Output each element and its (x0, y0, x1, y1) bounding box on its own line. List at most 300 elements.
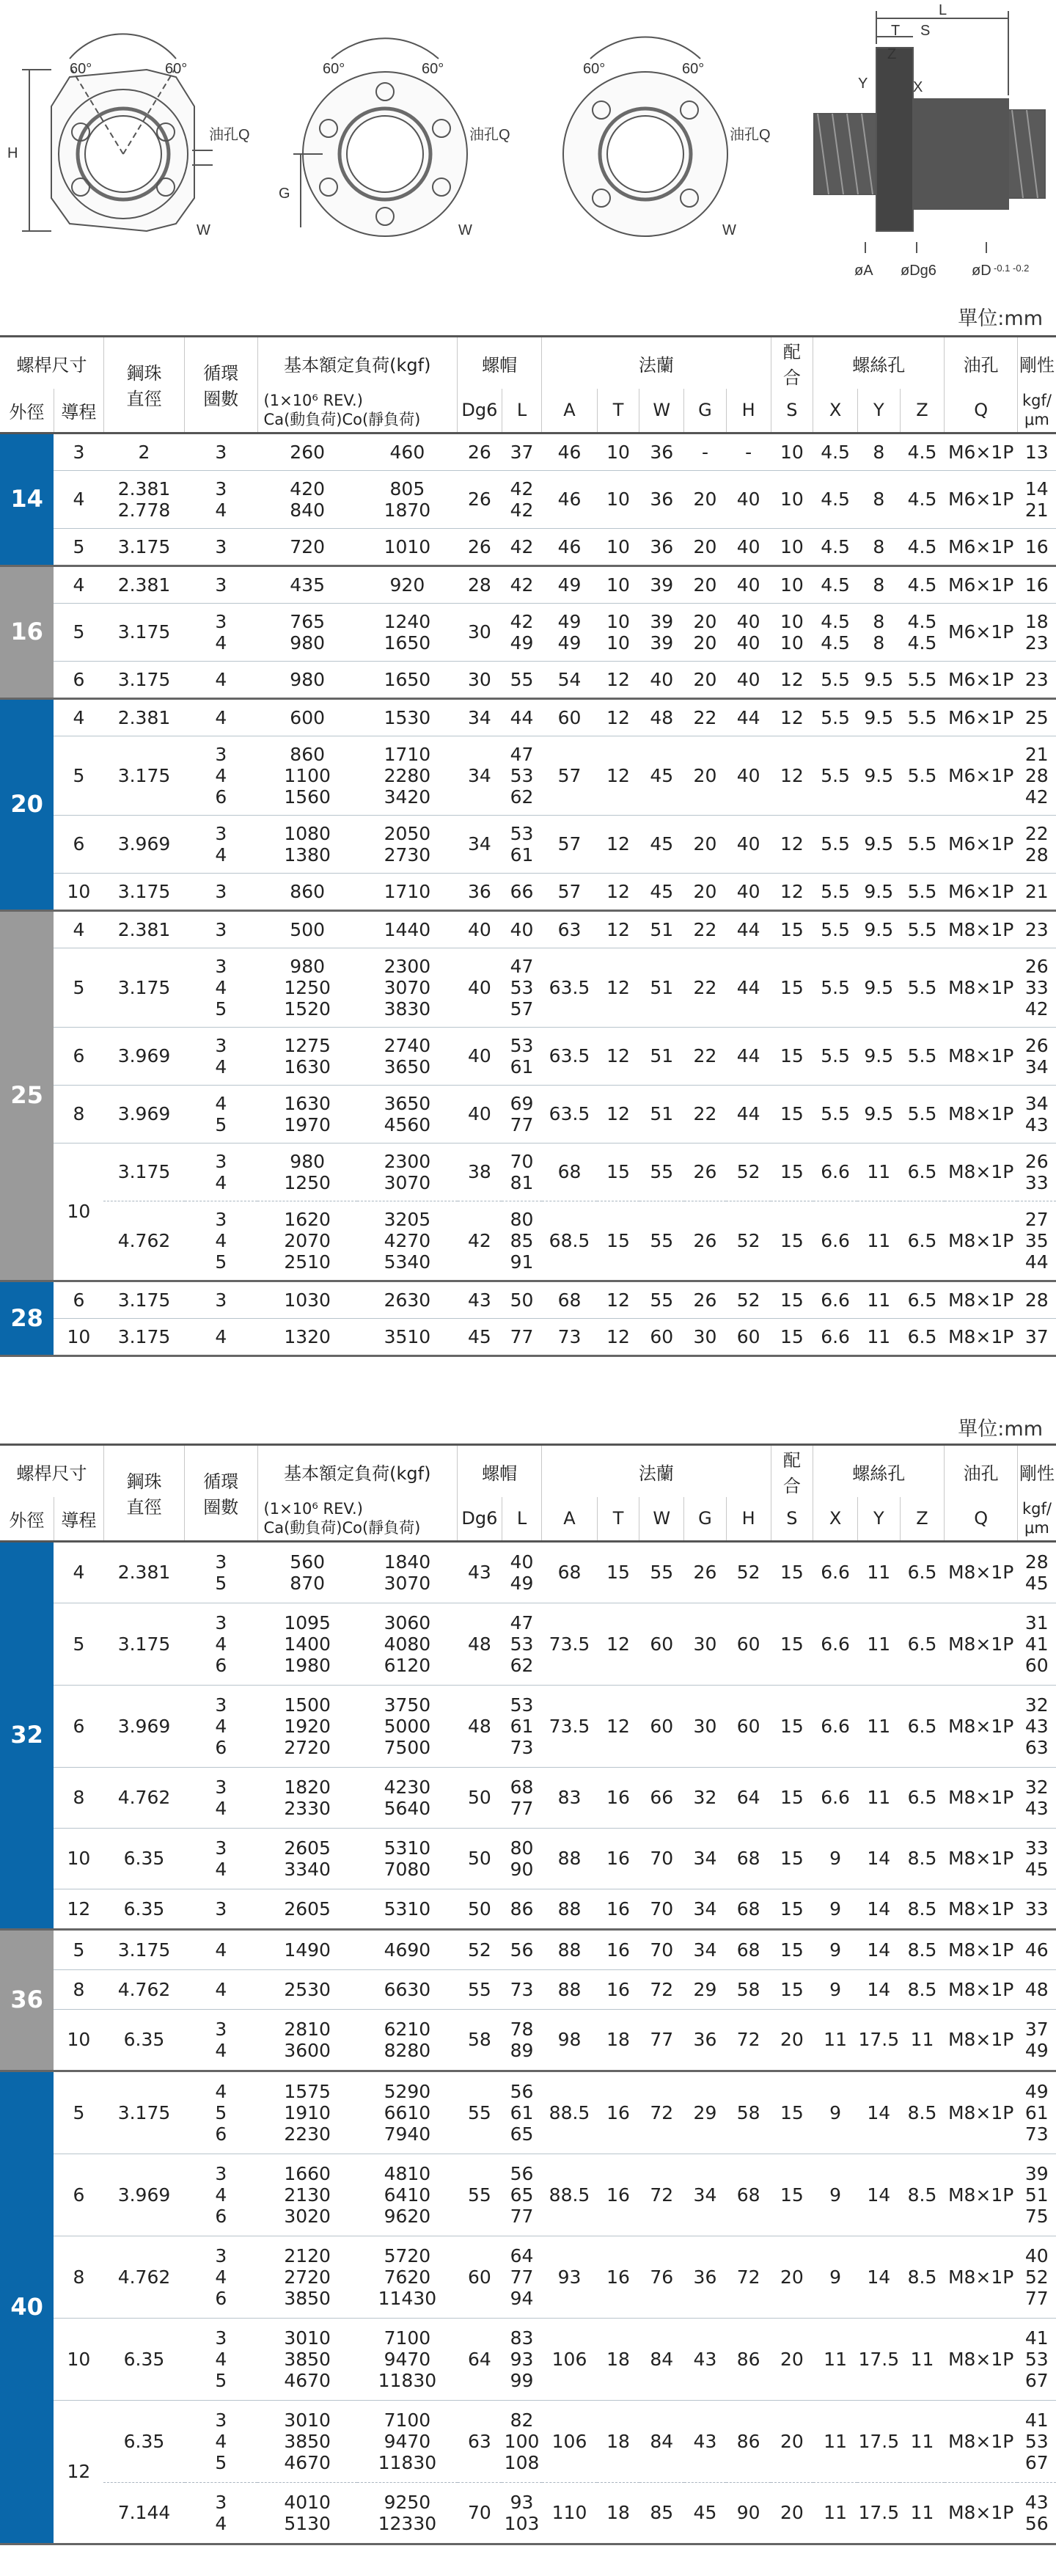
flange-w-cell: 55 (650, 1229, 674, 1251)
oil-q-cell: M8×1P (947, 1939, 1014, 1961)
dg6-cell: 28 (468, 574, 491, 596)
spec-table-1 (0, 335, 1056, 1357)
bolt-z-cell: 6.5 (907, 1787, 937, 1808)
bolt-y-cell: 14 (867, 1848, 891, 1869)
flange-h-cell: 68 (736, 1898, 760, 1920)
lead-cell: 12 (67, 1898, 91, 1920)
fit-s-cell: 12 (780, 880, 804, 902)
bolt-x-cell: 6.6 (821, 1229, 850, 1251)
bolt-y-cell: 8 (873, 574, 885, 596)
fit-s-cell: 15 (780, 1787, 804, 1808)
co-cell: 4810 6410 9620 (384, 2162, 431, 2227)
flange-w-cell: 39 39 (650, 610, 674, 654)
flange-a-cell: 57 (557, 764, 582, 786)
angle-label: 60° (323, 61, 345, 77)
bolt-z-cell: 8.5 (907, 2184, 937, 2206)
dg6-cell: 48 (468, 1715, 491, 1737)
flange-g-cell: 45 (693, 2502, 717, 2523)
oil-hole-label: 油孔Q (469, 127, 510, 143)
table-row (0, 698, 1056, 736)
bolt-x-cell: 5.5 (821, 880, 850, 902)
fit-s-cell: 15 (780, 1161, 804, 1182)
bolt-x-cell: 9 (829, 1939, 842, 1961)
stiffness-cell: 14 21 (1024, 477, 1049, 521)
ball-dia-cell: 3.175 (117, 2101, 171, 2123)
header-dg6: Dg6 (458, 1497, 502, 1541)
dg6-cell: 63 (468, 2430, 491, 2452)
lead-cell: 5 (73, 764, 85, 786)
nut-length-cell: 77 (510, 1325, 534, 1347)
flange-t-cell: 16 (606, 2266, 630, 2288)
oil-q-cell: M8×1P (947, 1161, 1014, 1182)
bolt-x-cell: 5.5 (821, 1045, 850, 1066)
header-y: Y (857, 1497, 900, 1541)
turns-cell: 3 4 (215, 2491, 227, 2534)
nut-side-view (814, 11, 1045, 253)
header-l: L (502, 1497, 541, 1541)
flange-h-cell: 64 (736, 1787, 760, 1808)
fit-s-cell: 15 (780, 1939, 804, 1961)
table-row (0, 2318, 1056, 2400)
stiffness-cell: 27 35 44 (1024, 1208, 1049, 1273)
co-cell: 1440 (384, 918, 431, 940)
flange-g-cell: 20 (693, 574, 717, 596)
bolt-x-cell: 6.6 (821, 1633, 850, 1655)
ca-cell: 2605 (284, 1898, 331, 1920)
co-cell: 2300 3070 (384, 1150, 431, 1193)
dg6-cell: 55 (468, 2101, 491, 2123)
flange-g-cell: 29 (693, 1978, 717, 2000)
flange-a-cell: 110 (551, 2502, 587, 2523)
oil-hole-label: 油孔Q (209, 127, 250, 143)
turns-cell: 3 4 (215, 1034, 227, 1077)
co-cell: 6210 8280 (384, 2018, 431, 2061)
flange-w-cell: 66 (650, 1787, 674, 1808)
flange-w-cell: 77 (650, 2029, 674, 2050)
outer-diameter-cell: 32 (0, 1541, 54, 1929)
header-fit: 配 合 (771, 337, 813, 389)
nut-length-cell: 83 93 99 (510, 2327, 534, 2391)
fit-s-cell: 15 (780, 1325, 804, 1347)
table-row (0, 2236, 1056, 2318)
nut-length-cell: 56 65 77 (510, 2162, 534, 2227)
nut-length-cell: 42 49 (510, 610, 534, 654)
angle-label: 60° (422, 61, 444, 77)
flange-a-cell: 106 (551, 2348, 587, 2370)
flange-t-cell: 12 (606, 706, 630, 728)
flange-w-cell: 55 (650, 1161, 674, 1182)
flange-g-cell: 30 (693, 1325, 717, 1347)
co-cell: 1710 2280 3420 (384, 743, 431, 808)
flange-h-cell: 86 (736, 2430, 760, 2452)
bolt-y-cell: 9.5 (864, 880, 894, 902)
bolt-x-cell: 5.5 (821, 1103, 850, 1124)
bolt-y-cell: 9.5 (864, 1103, 894, 1124)
turns-cell: 3 (215, 441, 227, 463)
ca-cell: 2530 (284, 1978, 331, 2000)
ball-dia-cell: 2.381 (117, 574, 171, 596)
ball-dia-cell: 3.175 (117, 621, 171, 643)
dg6-cell: 60 (468, 2266, 491, 2288)
flange-h-cell: 44 (736, 1103, 760, 1124)
header-flange: 法蘭 (542, 1445, 771, 1498)
turns-cell: 3 4 (215, 822, 227, 866)
flange-t-cell: 15 (606, 1562, 630, 1583)
dg6-cell: 48 (468, 1633, 491, 1655)
ball-dia-cell: 2.381 (117, 1562, 171, 1583)
stiffness-cell: 22 28 (1024, 822, 1049, 866)
lead-cell: 8 (73, 1103, 85, 1124)
ca-cell: 600 (290, 706, 326, 728)
ca-cell: 1500 1920 2720 (284, 1694, 331, 1758)
bolt-x-cell: 9 (829, 1898, 842, 1920)
flange-h-cell: 72 (736, 2029, 760, 2050)
oil-q-cell: M6×1P (947, 574, 1014, 596)
turns-cell: 4 (215, 668, 227, 690)
angle-label: 60° (165, 61, 188, 77)
flange-t-cell: 10 (606, 535, 630, 557)
nut-length-cell: 44 (510, 706, 534, 728)
co-cell: 6630 (384, 1978, 431, 2000)
table-row (0, 1541, 1056, 1603)
header-g: G (684, 1497, 727, 1541)
oil-q-cell: M6×1P (947, 668, 1014, 690)
oil-q-cell: M8×1P (947, 1848, 1014, 1869)
nut-length-cell: 42 (510, 535, 534, 557)
lead-cell: 4 (73, 918, 85, 940)
flange-h-cell: 90 (736, 2502, 760, 2523)
flange-t-cell: 16 (606, 2184, 630, 2206)
bolt-y-cell: 14 (867, 1978, 891, 2000)
nut-length-cell: 69 77 (510, 1092, 534, 1135)
ca-cell: 1320 (284, 1325, 331, 1347)
header-ca-co: (1×10⁶ REV.) Ca(動負荷)Co(靜負荷) (257, 1497, 457, 1541)
nut-length-cell: 93 103 (504, 2491, 540, 2534)
bolt-y-cell: 11 (867, 1562, 891, 1583)
fit-s-cell: 15 (780, 1898, 804, 1920)
ca-cell: 1275 1630 (284, 1034, 331, 1077)
flange-w-cell: 85 (650, 2502, 674, 2523)
nut-length-cell: 80 90 (510, 1837, 534, 1880)
lead-cell: 6 (73, 1045, 85, 1066)
header-stiff-unit: kgf/ μm (1022, 392, 1052, 429)
bolt-y-cell: 14 (867, 1939, 891, 1961)
flange-w-cell: 36 (650, 535, 674, 557)
nut-length-cell: 66 (510, 880, 534, 902)
flange-g-cell: 20 (693, 489, 717, 510)
bolt-x-cell: 4.5 (821, 535, 850, 557)
flange-diagram (0, 0, 1056, 293)
header-fit: 配 合 (771, 1445, 813, 1498)
oil-q-cell: M8×1P (947, 2029, 1014, 2050)
ball-dia-cell: 7.144 (117, 2502, 171, 2523)
bolt-x-cell: 11 (824, 2502, 847, 2523)
table-row (0, 1929, 1056, 1969)
bolt-y-cell: 11 (867, 1787, 891, 1808)
ca-cell: 260 (290, 441, 326, 463)
flange-a-cell: 88.5 (549, 2184, 590, 2206)
table-row (0, 910, 1056, 948)
lead-cell: 10 (67, 2348, 91, 2370)
nut-length-cell: 53 61 73 (510, 1694, 534, 1758)
stiffness-cell: 37 (1024, 1325, 1049, 1347)
flange-g-cell: 20 (693, 880, 717, 902)
stiffness-cell: 31 41 60 (1024, 1611, 1049, 1676)
ball-dia-cell: 4.762 (117, 1229, 171, 1251)
flange-h-cell: 40 (736, 535, 760, 557)
flange-t-cell: 10 (606, 441, 630, 463)
header-screw-size: 螺桿尺寸 (0, 1445, 103, 1498)
oil-q-cell: M8×1P (947, 2101, 1014, 2123)
turns-cell: 3 (215, 574, 227, 596)
bolt-z-cell: 11 (910, 2430, 934, 2452)
flange-a-cell: 73.5 (549, 1633, 590, 1655)
lead-cell: 12 (67, 2461, 91, 2482)
fit-s-cell: 15 (780, 1289, 804, 1311)
bolt-z-cell: 6.5 (907, 1633, 937, 1655)
outer-diameter-cell: 20 (0, 698, 54, 910)
flange-h-cell: 52 (736, 1229, 760, 1251)
bolt-z-cell: 6.5 (907, 1325, 937, 1347)
ca-cell: 1660 2130 3020 (284, 2162, 331, 2227)
bolt-z-cell: 4.5 4.5 (907, 610, 937, 654)
co-cell: 3510 (384, 1325, 431, 1347)
dim-D-tolerance: -0.1 -0.2 (994, 263, 1030, 274)
table-row (0, 566, 1056, 603)
bolt-y-cell: 9.5 (864, 976, 894, 998)
fit-s-cell: 10 (780, 574, 804, 596)
bolt-z-cell: 11 (910, 2348, 934, 2370)
bolt-x-cell: 6.6 (821, 1787, 850, 1808)
bolt-y-cell: 11 (867, 1325, 891, 1347)
bolt-z-cell: 8.5 (907, 1939, 937, 1961)
header-stiff-unit: kgf/ μm (1022, 1500, 1052, 1537)
oil-q-cell: M8×1P (947, 1325, 1014, 1347)
bolt-x-cell: 4.5 (821, 574, 850, 596)
flange-t-cell: 12 (606, 1715, 630, 1737)
flange-g-cell: 34 (693, 1848, 717, 1869)
angle-label: 60° (682, 61, 705, 77)
flange-g-cell: 26 (693, 1161, 717, 1182)
nut-length-cell: 82 100 108 (504, 2409, 540, 2473)
nut-length-cell: 56 61 65 (510, 2080, 534, 2145)
flange-w-cell: 40 (650, 668, 674, 690)
turns-cell: 3 4 5 (215, 2327, 227, 2391)
bolt-x-cell: 9 (829, 2184, 842, 2206)
flange-h-cell: 68 (736, 2184, 760, 2206)
header-lead: 導程 (54, 389, 103, 433)
lead-cell: 5 (73, 621, 85, 643)
flange-a-cell: 46 (557, 535, 582, 557)
nut-length-cell: 42 42 (510, 477, 534, 521)
flange-a-cell: 73 (557, 1325, 582, 1347)
oil-q-cell: M8×1P (947, 1289, 1014, 1311)
dg6-cell: 40 (468, 1103, 491, 1124)
bolt-y-cell: 14 (867, 1898, 891, 1920)
flange-h-cell: 68 (736, 1939, 760, 1961)
header-od: 外徑 (0, 389, 54, 433)
header-ca-co: (1×10⁶ REV.) Ca(動負荷)Co(靜負荷) (257, 389, 457, 433)
bolt-y-cell: 9.5 (864, 668, 894, 690)
nut-length-cell: 78 89 (510, 2018, 534, 2061)
flange-h-cell: 68 (736, 1848, 760, 1869)
ca-cell: 860 1100 1560 (284, 743, 331, 808)
flange-a-cell: 98 (557, 2029, 582, 2050)
turns-cell: 3 4 (215, 477, 227, 521)
nut-length-cell: 47 53 62 (510, 743, 534, 808)
flange-a-cell: 49 (557, 574, 582, 596)
co-cell: 1650 (384, 668, 431, 690)
ball-dia-cell: 2.381 (117, 706, 171, 728)
flange-w-cell: 72 (650, 2101, 674, 2123)
fit-s-cell: 15 (780, 1045, 804, 1066)
stiffness-cell: 28 (1024, 1289, 1049, 1311)
dg6-cell: 40 (468, 976, 491, 998)
header-nut: 螺帽 (458, 337, 542, 389)
turns-cell: 4 (215, 1325, 227, 1347)
co-cell: 920 (389, 574, 425, 596)
dg6-cell: 34 (468, 706, 491, 728)
stiffness-cell: 18 23 (1024, 610, 1049, 654)
bolt-z-cell: 8.5 (907, 1898, 937, 1920)
bolt-y-cell: 8 8 (873, 610, 885, 654)
stiffness-cell: 13 (1024, 441, 1049, 463)
flange-h-cell: 60 (736, 1325, 760, 1347)
fit-s-cell: 15 (780, 918, 804, 940)
flange-a-cell: 93 (557, 2266, 582, 2288)
ca-cell: 560 870 (290, 1551, 326, 1594)
turns-cell: 3 4 (215, 1776, 227, 1819)
co-cell: 5720 7620 11430 (378, 2244, 437, 2309)
table-row (0, 1085, 1056, 1143)
oil-q-cell: M8×1P (947, 1229, 1014, 1251)
turns-cell: 4 (215, 706, 227, 728)
fit-s-cell: 12 (780, 706, 804, 728)
flange-g-cell: 26 (693, 1562, 717, 1583)
header-a: A (542, 1497, 597, 1541)
bolt-x-cell: 5.5 (821, 976, 850, 998)
nut-length-cell: 55 (510, 668, 534, 690)
header-w: W (639, 389, 684, 433)
ca-cell: 435 (290, 574, 326, 596)
bolt-z-cell: 4.5 (907, 489, 937, 510)
turns-cell: 3 (215, 918, 227, 940)
ball-dia-cell: 6.35 (123, 1848, 165, 1869)
flange-g-cell: 43 (693, 2348, 717, 2370)
stiffness-cell: 16 (1024, 574, 1049, 596)
header-s: S (771, 389, 813, 433)
table-row (0, 1828, 1056, 1889)
flange-w-cell: 45 (650, 833, 674, 855)
header-t: T (597, 389, 639, 433)
flange-w-cell: 70 (650, 1939, 674, 1961)
ball-dia-cell: 3.175 (117, 1325, 171, 1347)
flange-a-cell: 46 (557, 489, 582, 510)
flange-g-cell: 34 (693, 1939, 717, 1961)
flange-g-cell: 34 (693, 2184, 717, 2206)
unit-label: 單位:mm (958, 307, 1043, 330)
ca-cell: 1575 1910 2230 (284, 2080, 331, 2145)
nut-length-cell: 50 (510, 1289, 534, 1311)
oil-q-cell: M6×1P (947, 535, 1014, 557)
ball-dia-cell: 3.175 (117, 880, 171, 902)
oil-q-cell: M8×1P (947, 1633, 1014, 1655)
dg6-cell: 55 (468, 1978, 491, 2000)
ball-dia-cell: 3.175 (117, 976, 171, 998)
lead-cell: 10 (67, 1848, 91, 1869)
table-row (0, 528, 1056, 566)
header-dg6: Dg6 (458, 389, 502, 433)
nut-length-cell: 42 (510, 574, 534, 596)
bolt-x-cell: 9 (829, 2266, 842, 2288)
dg6-cell: 34 (468, 764, 491, 786)
flange-w-cell: 70 (650, 1898, 674, 1920)
bolt-x-cell: 6.6 (821, 1161, 850, 1182)
ball-dia-cell: 3.969 (117, 2184, 171, 2206)
header-h: H (726, 1497, 771, 1541)
ball-dia-cell: 3.175 (117, 1161, 171, 1182)
dim-D: øD (972, 263, 991, 279)
oil-q-cell: M8×1P (947, 1978, 1014, 2000)
bolt-y-cell: 9.5 (864, 706, 894, 728)
lead-cell: 6 (73, 2184, 85, 2206)
table-row (0, 2400, 1056, 2482)
fit-s-cell: 20 (780, 2029, 804, 2050)
stiffness-cell: 28 45 (1024, 1551, 1049, 1594)
header-t: T (597, 1497, 639, 1541)
turns-cell: 3 4 6 (215, 1694, 227, 1758)
dg6-cell: 43 (468, 1562, 491, 1583)
ball-dia-cell: 4.762 (117, 1787, 171, 1808)
flange-g-cell: 20 (693, 833, 717, 855)
flange-a-cell: 73.5 (549, 1715, 590, 1737)
outer-diameter-cell: 14 (0, 433, 54, 566)
bolt-y-cell: 11 (867, 1289, 891, 1311)
turns-cell: 3 4 (215, 1150, 227, 1193)
flange-t-cell: 16 (606, 1898, 630, 1920)
dg6-cell: 40 (468, 918, 491, 940)
bolt-x-cell: 5.5 (821, 764, 850, 786)
flange-h-cell: 86 (736, 2348, 760, 2370)
oil-q-cell: M8×1P (947, 2266, 1014, 2288)
fit-s-cell: 20 (780, 2430, 804, 2452)
stiffness-cell: 46 (1024, 1939, 1049, 1961)
ca-cell: 2810 3600 (284, 2018, 331, 2061)
header-z: Z (900, 389, 945, 433)
flange-h-cell: 58 (736, 2101, 760, 2123)
fit-s-cell: 12 (780, 668, 804, 690)
flange-w-cell: 55 (650, 1562, 674, 1583)
oil-q-cell: M6×1P (947, 489, 1014, 510)
ball-dia-cell: 6.35 (123, 2348, 165, 2370)
oil-q-cell: M8×1P (947, 1898, 1014, 1920)
header-lead: 導程 (54, 1497, 103, 1541)
lead-cell: 4 (73, 1562, 85, 1583)
table-row (0, 2154, 1056, 2236)
flange-t-cell: 15 (606, 1161, 630, 1182)
lead-cell: 10 (67, 1201, 91, 1222)
ball-dia-cell: 2 (138, 441, 150, 463)
angle-label: 60° (583, 61, 606, 77)
stiffness-cell: 40 52 77 (1024, 2244, 1049, 2309)
bolt-x-cell: 4.5 (821, 489, 850, 510)
flange-w-cell: 60 (650, 1633, 674, 1655)
flange-g-cell: 26 (693, 1289, 717, 1311)
dim-W: W (458, 222, 472, 238)
fit-s-cell: 15 (780, 1978, 804, 2000)
flange-a-cell: 63.5 (549, 976, 590, 998)
oil-q-cell: M6×1P (947, 621, 1014, 643)
